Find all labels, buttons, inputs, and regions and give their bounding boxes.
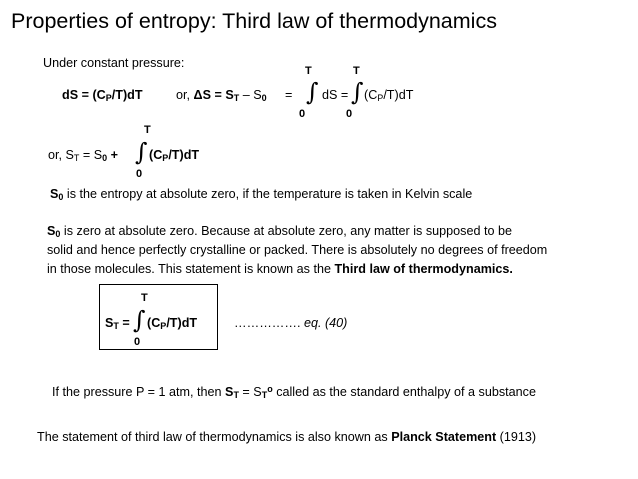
boxed-st: $S_T$ = bbox=[105, 316, 130, 331]
equals-sign: = bbox=[285, 88, 293, 102]
under-constant-pressure-label: Under constant pressure: bbox=[43, 56, 185, 70]
integral-sign: ∫ bbox=[135, 138, 148, 166]
standard-pressure-line: If the pressure P = 1 atm, then $S_T = S_T^o$ called as the standard enthalpy of a substance bbox=[52, 384, 536, 400]
integral-upper-limit: T bbox=[353, 65, 360, 77]
paragraph-line-2: solid and hence perfectly crystalline or packed. There is absolutely no degrees of freedom bbox=[47, 243, 548, 257]
paragraph-line-1: $S_0$ is zero at absolute zero. Because at absolute zero, any matter is supposed to be bbox=[47, 224, 512, 239]
integral-sign: ∫ bbox=[351, 78, 364, 106]
planck-statement-line: The statement of third law of thermodynamics is also known as Planck Statement (1913) bbox=[37, 430, 537, 444]
cp-over-t-dt: $(C_P/T)dT$ bbox=[147, 316, 198, 331]
integral-lower-limit: 0 bbox=[134, 336, 141, 348]
integral-upper-limit: T bbox=[141, 292, 148, 304]
slide-title: Properties of entropy: Third law of thermodynamics bbox=[11, 9, 497, 33]
integral-lower-limit: 0 bbox=[299, 108, 306, 120]
integral-sign: ∫ bbox=[133, 306, 146, 334]
integral-upper-limit: T bbox=[305, 65, 312, 77]
integral-lower-limit: 0 bbox=[346, 108, 353, 120]
integral-sign: ∫ bbox=[306, 78, 319, 106]
equation-reference: ……………. eq. (40) bbox=[234, 316, 348, 330]
eq-ds-cp: dS = $(C_P/T)dT$ bbox=[62, 88, 143, 103]
cp-over-t-dt: $(C_P/T)dT$ bbox=[364, 88, 414, 103]
eq-st-s0: or, $S_T = S_0$ + bbox=[48, 148, 119, 163]
eq-delta-s: or, $\Delta S = S_T - S_0$ bbox=[176, 88, 267, 103]
ds-text: dS = bbox=[322, 88, 349, 102]
s0-definition: $S_0$ is the entropy at absolute zero, if the temperature is taken in Kelvin scale bbox=[50, 187, 473, 202]
integral-upper-limit: T bbox=[144, 124, 151, 136]
paragraph-line-3: in those molecules. This statement is known as the Third law of thermodynamics. bbox=[47, 262, 513, 276]
integral-lower-limit: 0 bbox=[136, 168, 143, 180]
cp-over-t-dt: $(C_P/T)dT$ bbox=[149, 148, 200, 163]
